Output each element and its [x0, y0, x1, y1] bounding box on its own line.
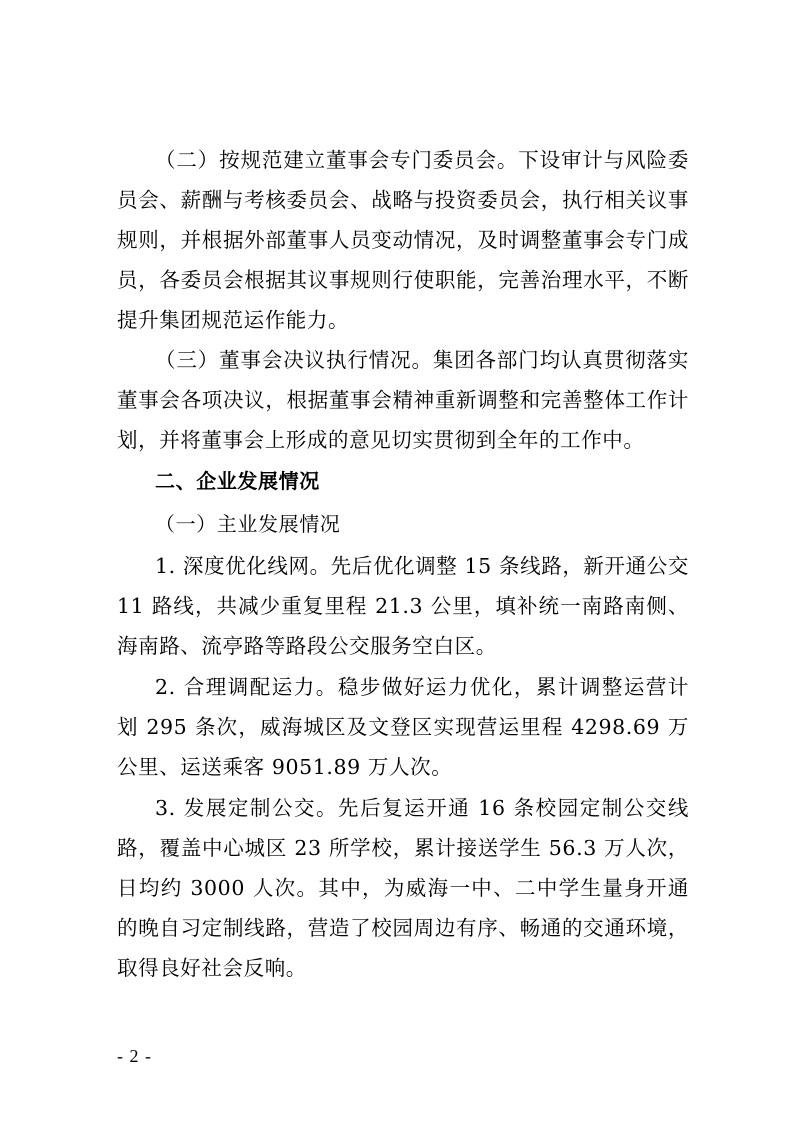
paragraph-body: 集团各部门均认真贯彻落实董事会各项决议，根据董事会精神重新调整和完善整体工作计划，并将董事会上形成的意见切实贯彻到全年的工作中。 — [117, 348, 689, 452]
section-heading: 二、企业发展情况 — [155, 469, 320, 493]
subsection-heading: （一）主业发展情况 — [155, 512, 341, 536]
paragraph-lead: （三）董事会决议执行情况。 — [155, 348, 433, 372]
page-number: - 2 - — [117, 1046, 152, 1066]
list-item: 3. 发展定制公交。先后复运开通 16 条校园定制公交线路，覆盖中心城区 23 所学校，累计接送学生 56.3 万人次，日均约 3000 人次。其中，为威海一中、二中学生量身开通的晚自习定制线路，营造了校园周边有序、畅通的交通环境，取得良好社会反响。 — [117, 796, 689, 980]
paragraph-lead: （二）按规范建立董事会专门委员会。 — [155, 148, 519, 172]
list-item: 2. 合理调配运力。稳步做好运力优化，累计调整运营计划 295 条次，威海城区及文登区实现营运里程 4298.69 万公里、运送乘客 9051.89 万人次。 — [117, 675, 689, 779]
paragraph-board-resolutions — [117, 340, 689, 460]
paragraph-body: 下设审计与风险委员会、薪酬与考核委员会、战略与投资委员会，执行相关议事规则，并根据外部董事人员变动情况，及时调整董事会专门成员，各委员会根据其议事规则行使职能，完善治理水平，不断提升集团规范运作能力。 — [117, 148, 689, 332]
list-item: 1. 深度优化线网。先后优化调整 15 条线路，新开通公交 11 路线，共减少重复里程 21.3 公里，填补统一南路南侧、海南路、流亭路等路段公交服务空白区。 — [117, 554, 689, 658]
paragraph-board-committees — [117, 140, 689, 340]
